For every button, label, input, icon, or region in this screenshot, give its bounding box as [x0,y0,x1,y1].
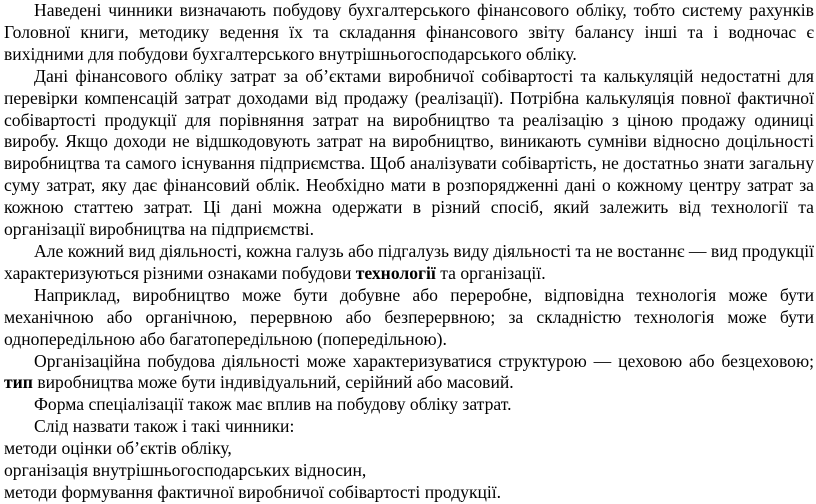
list-item: організація внутрішньогосподарських відносин, [4,460,367,481]
paragraph-technology-before: Але кожний вид діяльності, кожна галузь або підгалузь виду діяльності та не востаннє — вид продукції характеризуються різними ознаками побудови [4,240,814,283]
paragraph-factors-intro: Наведені чинники визначають побудову бухгалтерського фінансового обліку, тобто систему рахунків Головної книги, методику ведення їх та складання фінансового звіту балансу інші та і водночас є вихідними для побудови бухгалтерського внутрішньогосподарського обліку. [4,0,814,64]
list-item: методи формування фактичної виробничої собівартості продукції. [4,481,502,502]
paragraph-specialization: Форма спеціалізації також має вплив на побудову обліку затрат. [34,394,512,415]
term-technology: технології [355,262,436,283]
document-page [4,0,814,504]
paragraph-technology [4,241,814,285]
paragraph-organization-after: виробництва може бути індивідуальний, серійний або масовий. [32,372,514,393]
paragraph-technology-after: та організації. [435,262,546,283]
paragraph-example: Наприклад, виробництво може бути добувне або переробне, відповідна технологія може бути механічною або органічною, перервною або безперервною; за складністю технологія може бути однопередільною або багатопередільною (попередільною). [4,284,814,349]
paragraph-cost-data: Дані фінансового обліку затрат за об’єктами виробничої собівартості та калькуляцій недостатні для перевірки компенсацій затрат доходами від продажу (реалізації). Потрібна калькуляція повної фактичної собівартості продукції для порівняння затрат на виробництво та реалізацію з ціною продажу одиниці виробу. Якщо доходи не відшкодовують затрат на виробництво, виникають сумніви відносно доцільності виробництва та самого існування підприємства. Щоб аналізувати собівартість, не достатньо знати загальну суму затрат, яку дає фінансовий облік. Необхідно мати в розпорядженні дані о кожному центру затрат за кожною статтею затрат. Ці дані можна одержати в різний спосіб, який залежить від технології та організації виробництва на підприємстві. [4,65,814,240]
paragraph-factors-lead: Слід назвати також і такі чинники: [34,416,295,437]
paragraph-organization [4,351,814,395]
term-type: тип [4,372,33,393]
list-item: методи оцінки об’єктів обліку, [4,438,232,459]
paragraph-organization-before: Організаційна побудова діяльності може характеризуватися структурою — цеховою або безцеховою; [34,350,814,371]
